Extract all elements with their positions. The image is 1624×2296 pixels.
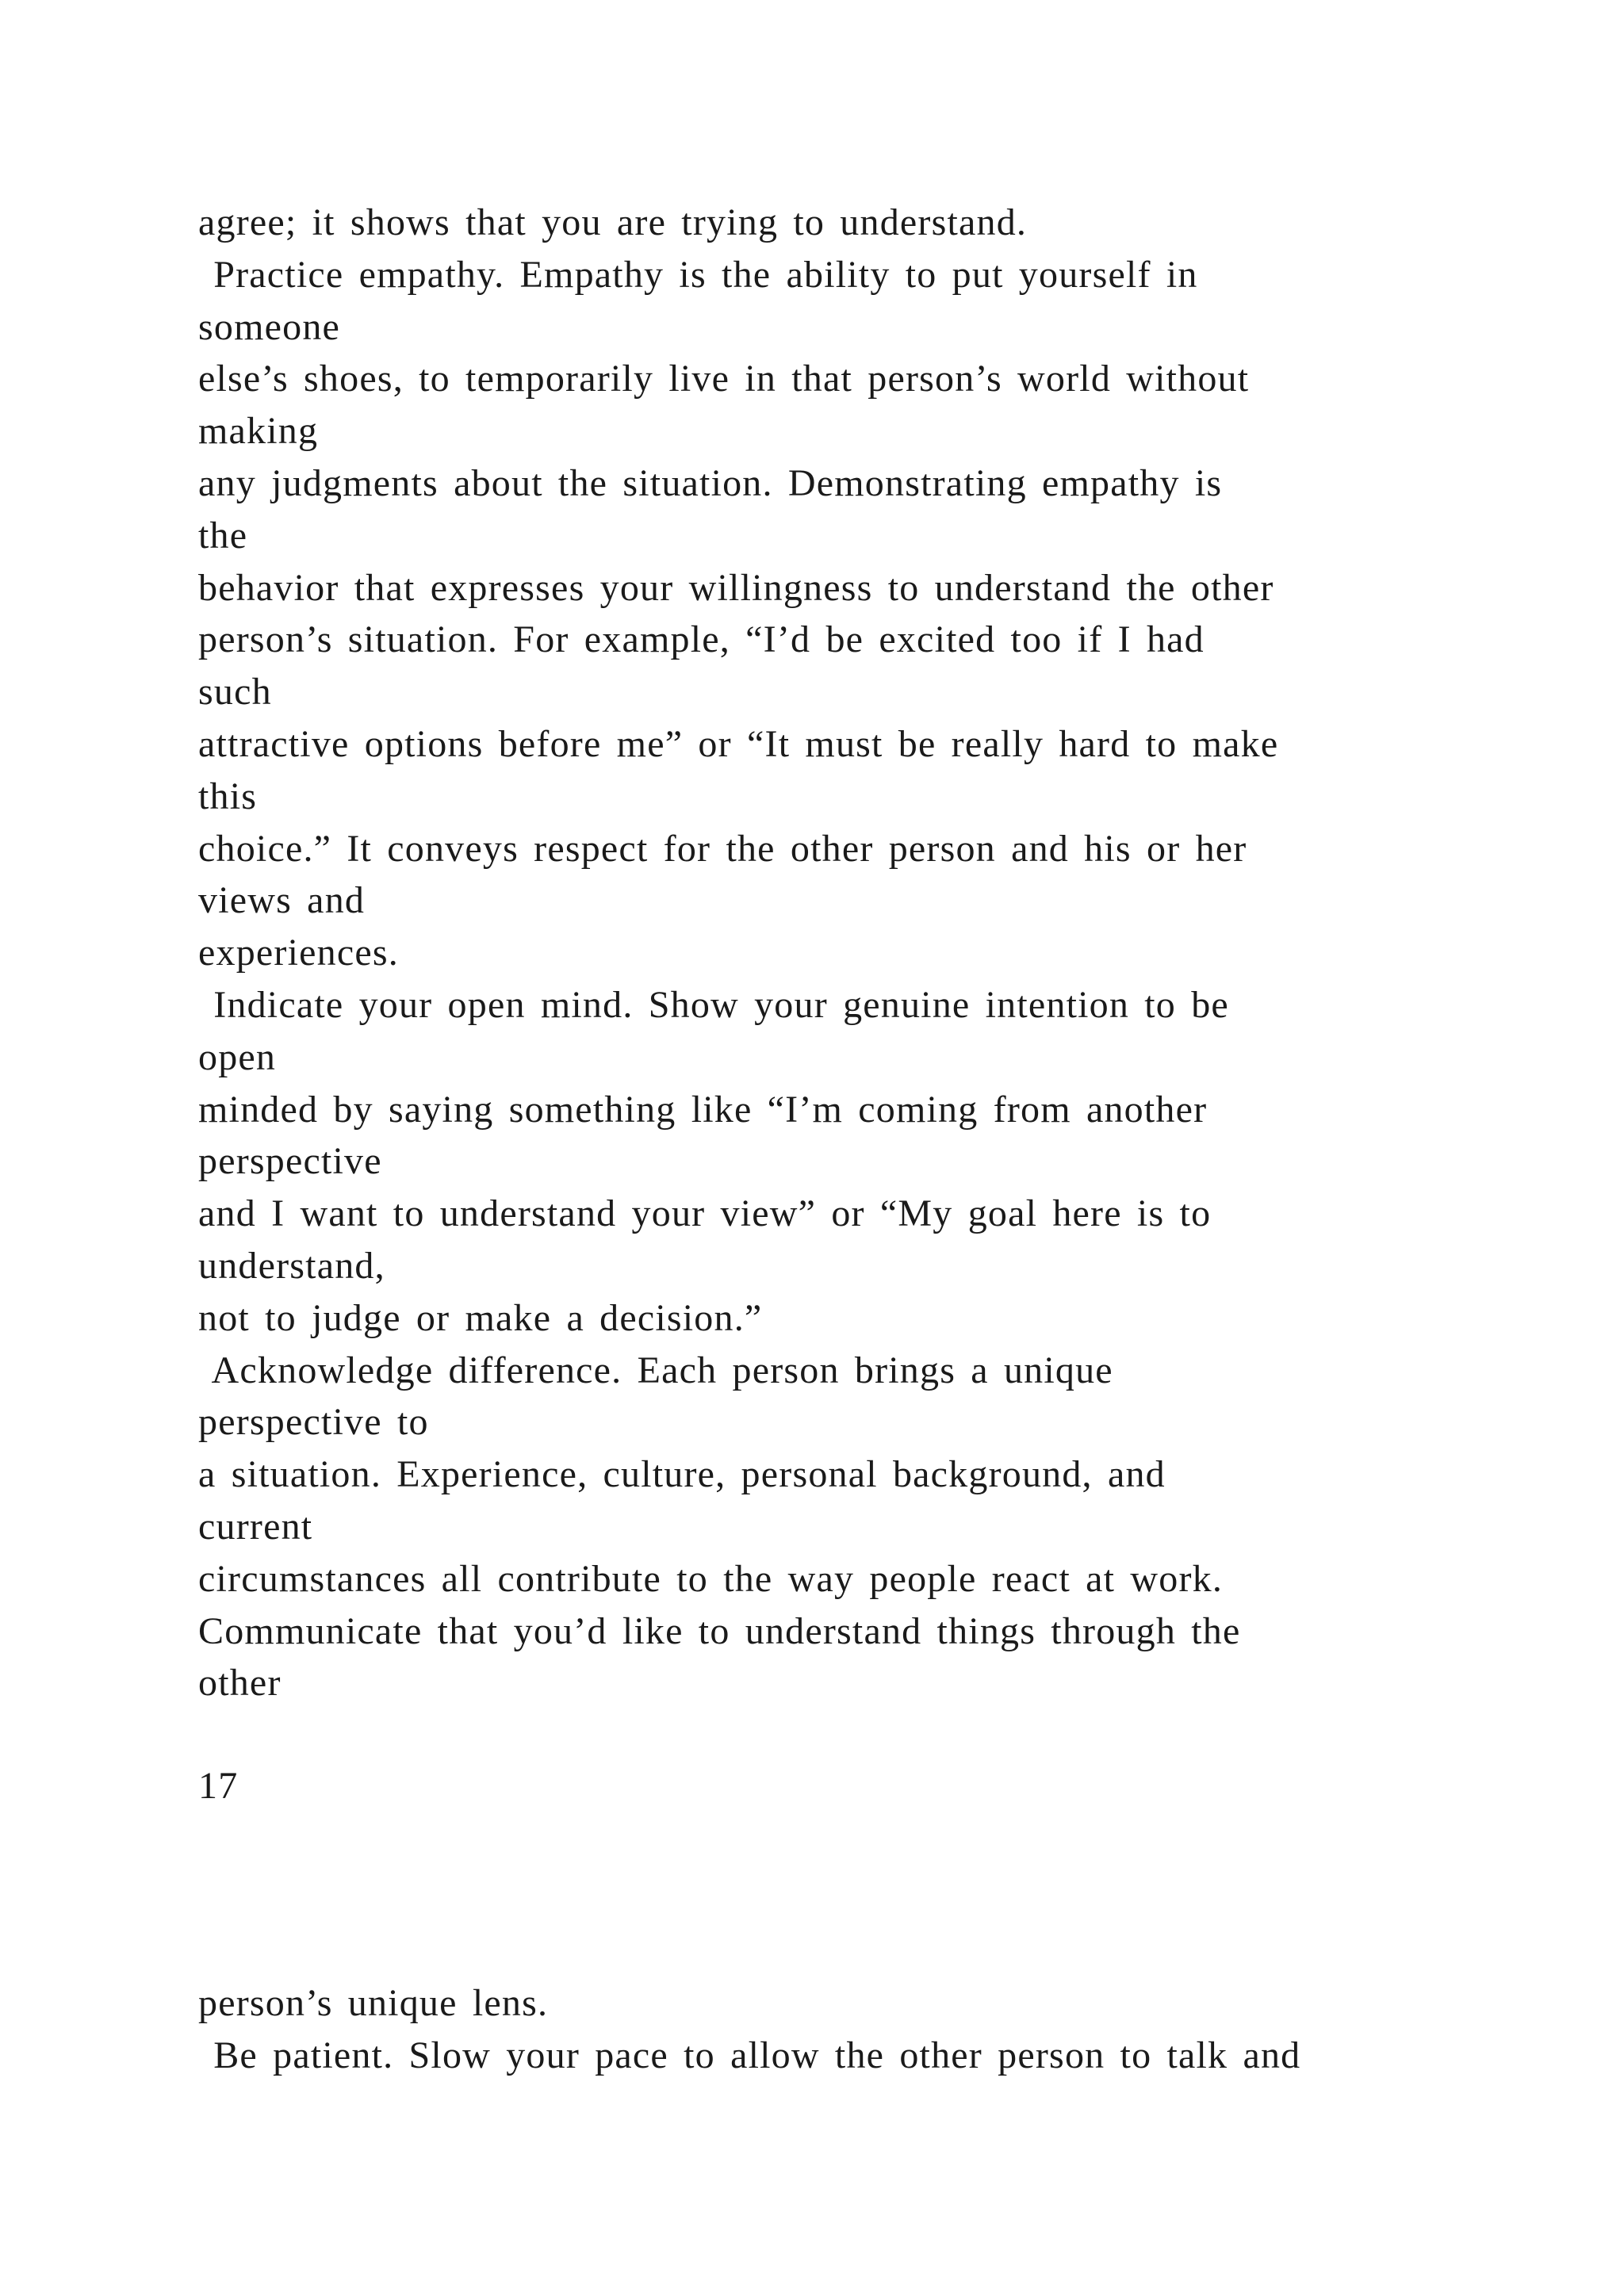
- text-line: someone: [198, 305, 341, 348]
- text-line: agree; it shows that you are trying to understand.: [198, 201, 1028, 243]
- text-line: Indicate your open mind. Show your genuine intention to be: [198, 983, 1229, 1026]
- text-line: minded by saying something like “I’m coming from another: [198, 1088, 1208, 1131]
- text-line: open: [198, 1035, 277, 1078]
- text-line: making: [198, 410, 319, 453]
- text-line: choice.” It conveys respect for the other person and his or her: [198, 827, 1247, 870]
- text-line: views and: [198, 879, 366, 922]
- text-line: such: [198, 671, 272, 714]
- text-line: experiences.: [198, 932, 399, 974]
- text-line: Acknowledge difference. Each person brings a unique: [198, 1349, 1113, 1391]
- text-line: and I want to understand your view” or “My goal here is to: [198, 1192, 1212, 1235]
- body-text-top: [198, 197, 1467, 1709]
- text-line: behavior that expresses your willingness to understand the other: [198, 566, 1274, 609]
- text-line: else’s shoes, to temporarily live in that person’s world without: [198, 358, 1250, 400]
- text-line: this: [198, 775, 258, 817]
- text-line: circumstances all contribute to the way people react at work.: [198, 1557, 1224, 1600]
- text-line: Be patient. Slow your pace to allow the other person to talk and: [198, 2034, 1301, 2076]
- text-line: perspective to: [198, 1401, 429, 1444]
- text-line: perspective: [198, 1140, 382, 1183]
- text-line: Practice empathy. Empathy is the ability to put yourself in: [198, 253, 1198, 296]
- text-line: the: [198, 514, 248, 557]
- body-text-bottom: [198, 1977, 1467, 2082]
- text-line: attractive options before me” or “It must be really hard to make: [198, 722, 1279, 765]
- page-number: 17: [198, 1765, 239, 1807]
- text-line: Communicate that you’d like to understand things through the: [198, 1609, 1241, 1652]
- text-line: other: [198, 1662, 282, 1705]
- text-line: current: [198, 1505, 313, 1548]
- text-line: any judgments about the situation. Demonstrating empathy is: [198, 461, 1223, 504]
- text-line: understand,: [198, 1244, 385, 1287]
- text-line: person’s situation. For example, “I’d be excited too if I had: [198, 618, 1205, 661]
- text-line: person’s unique lens.: [198, 1982, 549, 2024]
- text-line: a situation. Experience, culture, personal background, and: [198, 1453, 1166, 1496]
- text-line: not to judge or make a decision.”: [198, 1296, 763, 1339]
